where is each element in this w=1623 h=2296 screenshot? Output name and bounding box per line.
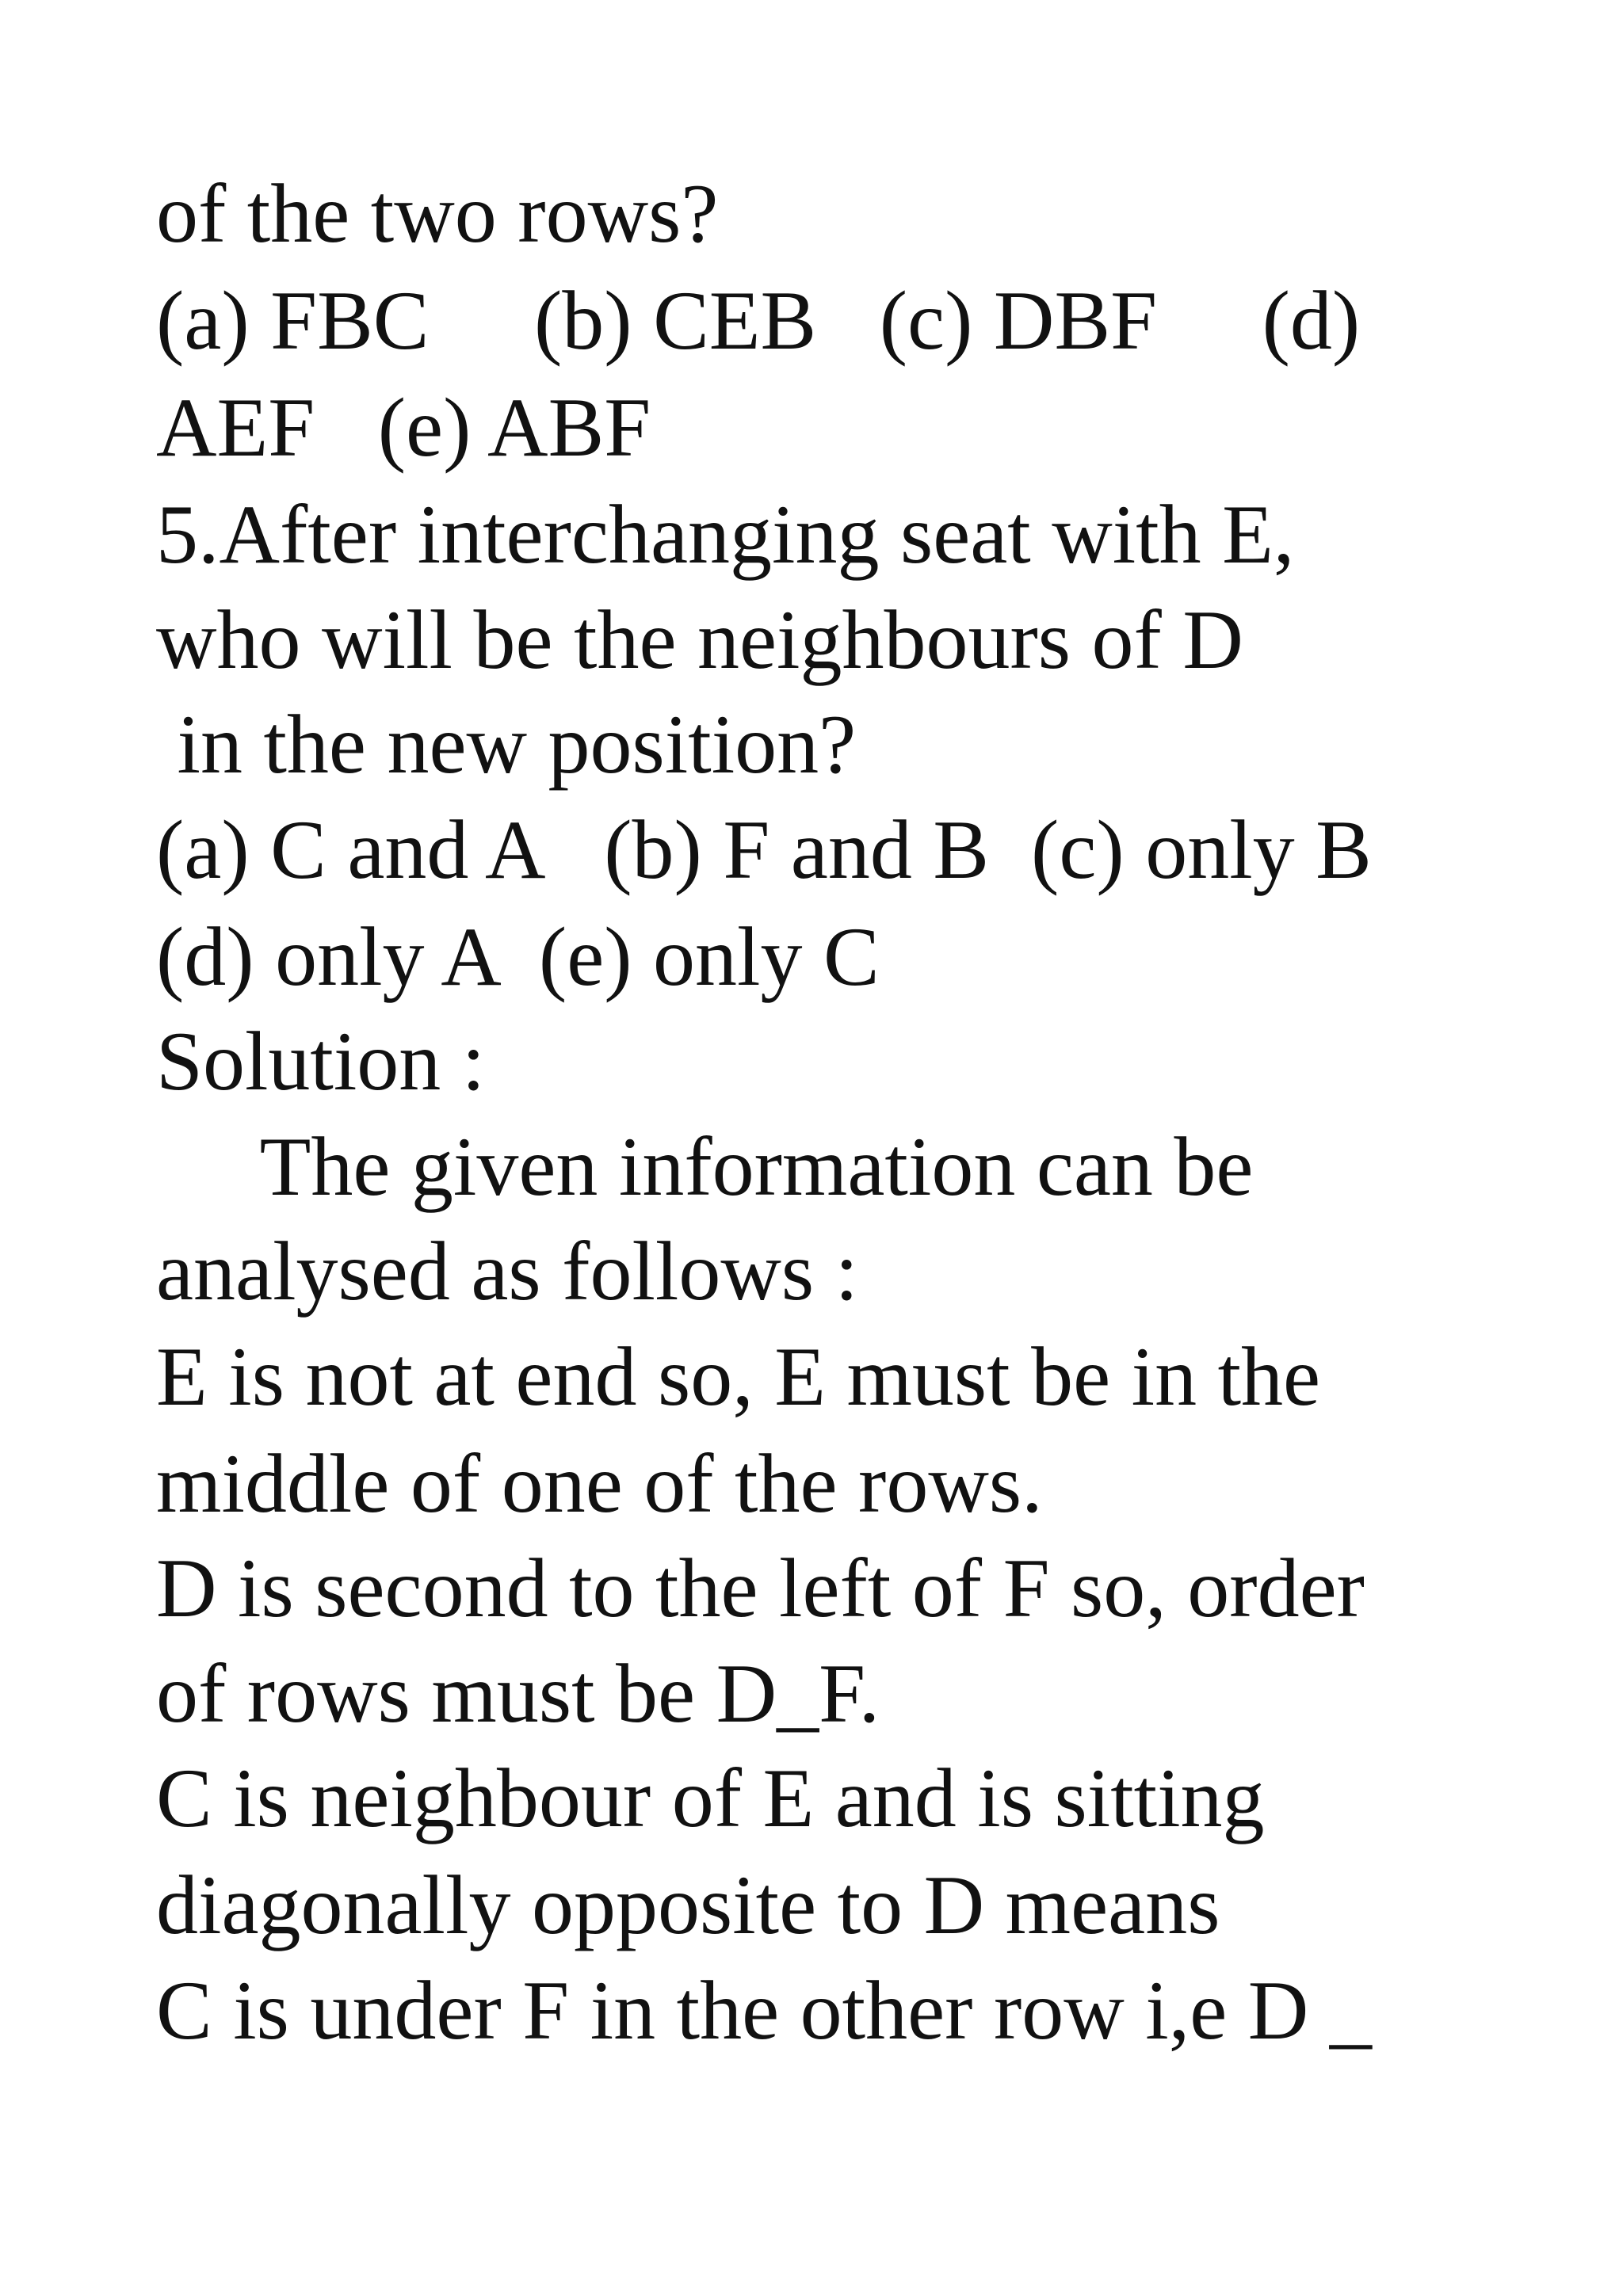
question-4-continuation: of the two rows? — [156, 167, 719, 260]
question-4-options-line-2: AEF (e) ABF — [156, 381, 651, 474]
question-5-line-2: who will be the neighbours of D — [156, 593, 1243, 686]
solution-line-4: middle of one of the rows. — [156, 1437, 1043, 1530]
solution-line-8: diagonally opposite to D means — [156, 1859, 1220, 1951]
solution-line-2: analysed as follows : — [156, 1225, 859, 1318]
solution-line-6: of rows must be D_F. — [156, 1647, 880, 1740]
question-5-options-line-2: (d) only A (e) only C — [156, 910, 880, 1003]
solution-line-5: D is second to the left of F so, order — [156, 1542, 1365, 1634]
solution-heading: Solution : — [156, 1015, 486, 1108]
question-4-options-line-1: (a) FBC (b) CEB (c) DBF (d) — [156, 274, 1361, 367]
solution-line-1: The given information can be — [156, 1120, 1254, 1213]
question-5-line-3: in the new position? — [156, 698, 857, 791]
question-5-options-line-1: (a) C and A (b) F and B (c) only B — [156, 803, 1372, 896]
solution-line-9: C is under F in the other row i,e D _ — [156, 1964, 1372, 2057]
solution-line-3: E is not at end so, E must be in the — [156, 1330, 1321, 1423]
question-5-line-1: 5.After interchanging seat with E, — [156, 488, 1295, 581]
solution-line-7: C is neighbour of E and is sitting — [156, 1752, 1265, 1844]
